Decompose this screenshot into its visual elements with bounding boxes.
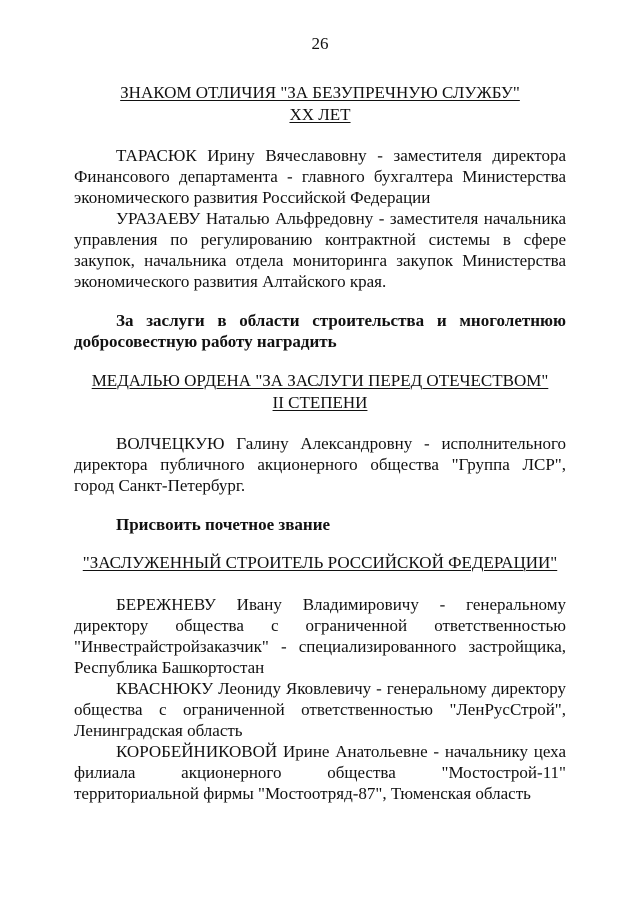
award-entry: КОРОБЕЙНИКОВОЙ Ирине Анатольевне - начальнику цеха филиала акционерного общества "Мостострой-11" территориальной фирмы "Мостоотряд-87", Тюменская область bbox=[74, 742, 566, 803]
award-entry: БЕРЕЖНЕВУ Ивану Владимировичу - генеральному директору общества с ограниченной ответственностью "Инвестрайстройзаказчик" - специализированного застройщика, Республика Башкортостан bbox=[74, 595, 566, 677]
award-heading-builder: "ЗАСЛУЖЕННЫЙ СТРОИТЕЛЬ РОССИЙСКОЙ ФЕДЕРАЦИИ" bbox=[82, 553, 558, 572]
award-entry: КВАСНЮКУ Леониду Яковлевичу - генеральному директору общества с ограниченной ответственностью "ЛенРусСтрой", Ленинградская область bbox=[74, 679, 566, 740]
award-heading-medal-line1: МЕДАЛЬЮ ОРДЕНА "ЗА ЗАСЛУГИ ПЕРЕД ОТЕЧЕСТВОМ" bbox=[91, 371, 549, 390]
decree-text-construction: За заслуги в области строительства и многолетнюю добросовестную работу наградить bbox=[74, 311, 566, 351]
award-heading-service-line2: XX ЛЕТ bbox=[289, 105, 351, 124]
award-entry: ВОЛЧЕЦКУЮ Галину Александровну - исполнительного директора публичного акционерного общества "Группа ЛСР", город Санкт-Петербург. bbox=[74, 434, 566, 495]
award-entry: ТАРАСЮК Ирину Вячеславовну - заместителя директора Финансового департамента - главного бухгалтера Министерства экономического развития Российской Федерации bbox=[74, 146, 566, 207]
award-heading-service-line1: ЗНАКОМ ОТЛИЧИЯ "ЗА БЕЗУПРЕЧНУЮ СЛУЖБУ" bbox=[120, 83, 520, 102]
decree-text-title: Присвоить почетное звание bbox=[116, 515, 331, 534]
award-heading-medal-line2: II СТЕПЕНИ bbox=[272, 393, 368, 412]
page-number: 26 bbox=[311, 34, 329, 53]
award-entry: УРАЗАЕВУ Наталью Альфредовну - заместителя начальника управления по регулированию контрактной системы в сфере закупок, начальника отдела мониторинга закупок Министерства экономического развития Алтайского края. bbox=[74, 209, 566, 291]
